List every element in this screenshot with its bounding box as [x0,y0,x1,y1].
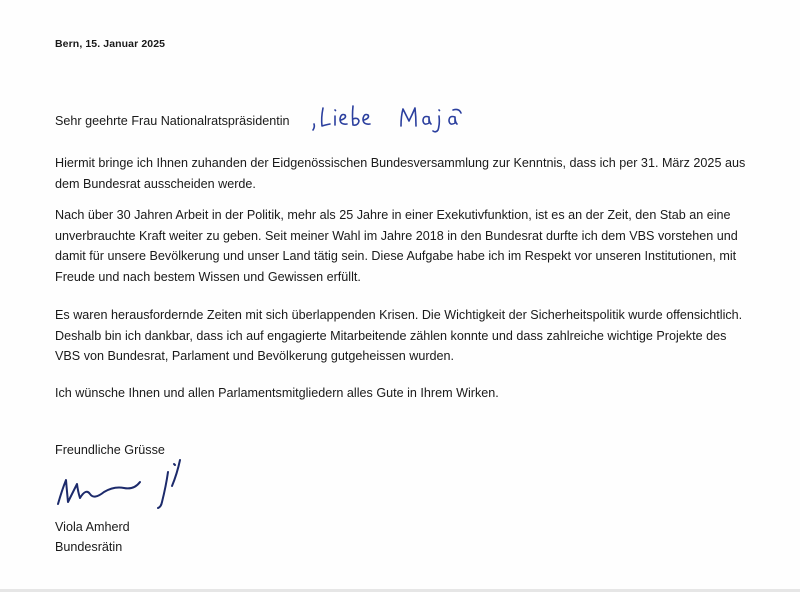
salutation: Sehr geehrte Frau Nationalratspräsidentin [55,114,290,128]
paragraph-resignation-notice: Hiermit bringe ich Ihnen zuhanden der Eidgenössischen Bundesversammlung zur Kenntnis, dass ich per 31. März 2025 aus dem Bundesrat ausscheiden werde. [55,156,746,191]
signatory-role: Bundesrätin [55,540,123,554]
handwritten-signature [48,452,198,522]
paragraph-career: Nach über 30 Jahren Arbeit in der Politik, mehr als 25 Jahre in einer Exekutivfunktion, ist es an der Zeit, den Stab an eine unverbrauchte Kraft weiter zu geben. Seit meiner Wahl im Jahre 2018 in den Bundesrat durfte ich dem VBS vorstehen und damit für unsere Bevölkerung und unser Land tätig sein. Diese Aufgabe habe ich im Respekt vor unseren Institutionen, mit Freude und nach bestem Wissen und Gewissen erfüllt. [55,208,738,284]
signatory-name: Viola Amherd [55,520,130,534]
closing-phrase: Freundliche Grüsse [55,443,165,457]
letter-date: Bern, 15. Januar 2025 [55,38,166,50]
paragraph-challenges: Es waren herausfordernde Zeiten mit sich überlappenden Krisen. Die Wichtigkeit der Sicherheitspolitik wurde offensichtlich. Deshalb bin ich dankbar, dass ich auf engagierte Mitarbeitende zählen konnte und dass zahlreiche wichtige Projekte des VBS von Bundesrat, Parlament und Bevölkerung gutgeheissen wurden. [55,308,743,364]
handwritten-greeting [305,98,505,138]
paragraph-wishes: Ich wünsche Ihnen und allen Parlamentsmitgliedern alles Gute in Ihrem Wirken. [55,386,499,400]
